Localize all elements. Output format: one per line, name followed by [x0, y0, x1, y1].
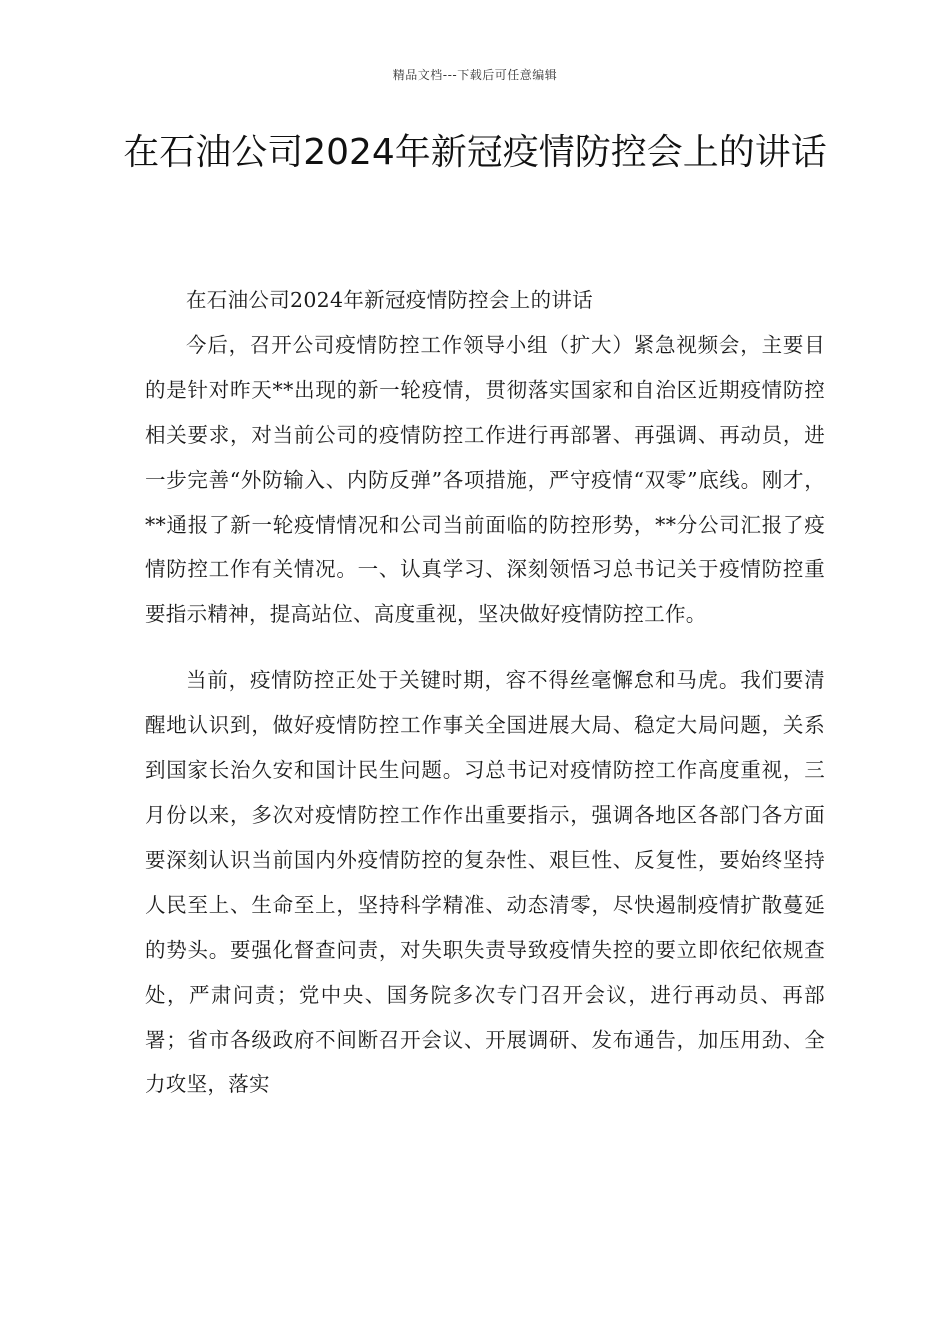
paragraph-intro: 今后，召开公司疫情防控工作领导小组（扩大）紧急视频会，主要目的是针对昨天**出现的新一轮疫情，贯彻落实国家和自治区近期疫情防控相关要求，对当前公司的疫情防控工作进行再部署、再强调、再动员，进一步完善“外防输入、内防反弹”各项措施，严守疫情“双零”底线。刚才，**通报了新一轮疫情情况和公司当前面临的防控形势，**分公司汇报了疫情防控工作有关情况。一、认真学习、深刻领悟习总书记关于疫情防控重要指示精神，提高站位、高度重视，坚决做好疫情防控工作。 [145, 332, 825, 627]
header-note: 精品文档---下载后可任意编辑 [392, 68, 558, 82]
document-title: 在石油公司2024年新冠疫情防控会上的讲话 [123, 132, 827, 173]
paragraph-heading-repeat: 在石油公司2024年新冠疫情防控会上的讲话 [186, 288, 593, 312]
document-body [145, 278, 825, 1107]
paragraph-current-situation: 当前，疫情防控正处于关键时期，容不得丝毫懈怠和马虎。我们要清醒地认识到，做好疫情防控工作事关全国进展大局、稳定大局问题，关系到国家长治久安和国计民生问题。习总书记对疫情防控工作高度重视，三月份以来，多次对疫情防控工作作出重要指示，强调各地区各部门各方面要深刻认识当前国内外疫情防控的复杂性、艰巨性、反复性，要始终坚持人民至上、生命至上，坚持科学精准、动态清零，尽快遏制疫情扩散蔓延的势头。要强化督查问责，对失职失责导致疫情失控的要立即依纪依规查处，严肃问责；党中央、国务院多次专门召开会议，进行再动员、再部署；省市各级政府不间断召开会议、开展调研、发布通告，加压用劲、全力攻坚，落实 [145, 668, 825, 1097]
